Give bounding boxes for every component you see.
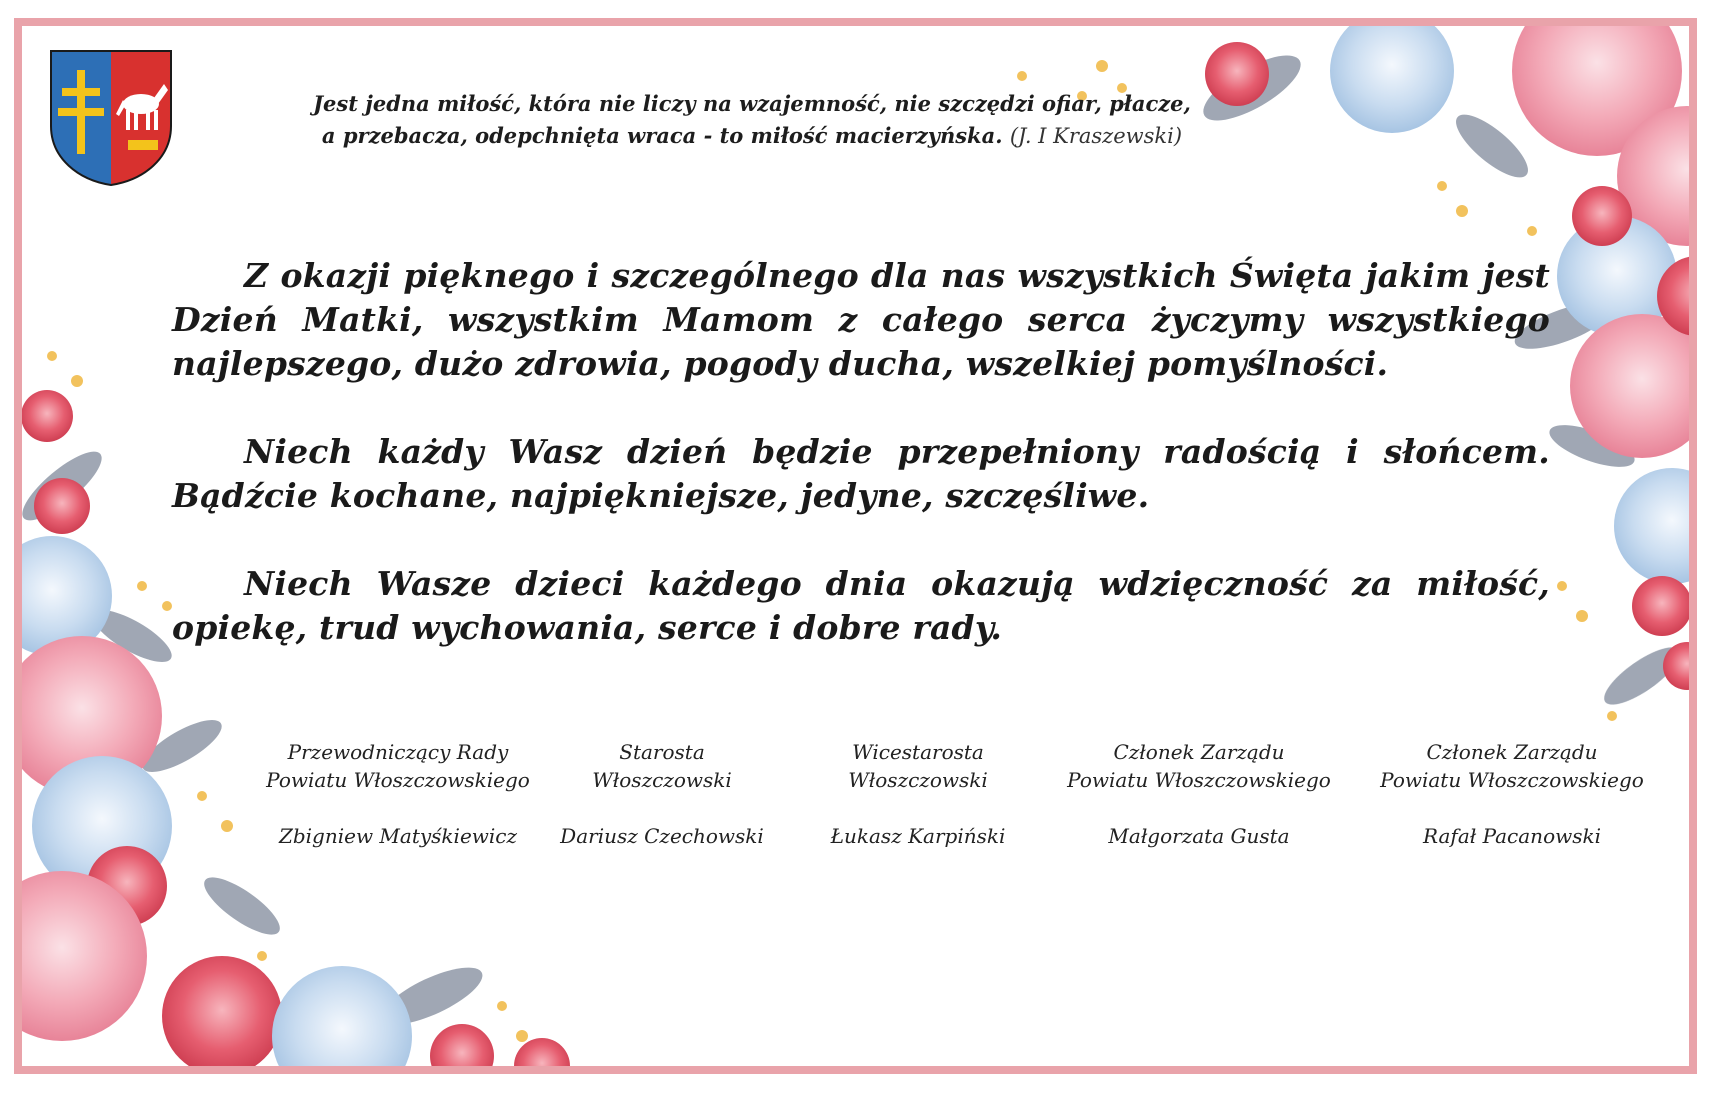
signatory-5 [1362, 738, 1662, 794]
signatory-3-name: Łukasz Karpiński [830, 824, 1006, 848]
signatory-2-title: Starosta [619, 740, 705, 764]
signatory-3 [768, 738, 1068, 794]
signatory-3-title: Wicestarosta [852, 740, 984, 764]
signatory-1-subtitle: Powiatu Włoszczowskiego [266, 768, 530, 792]
greeting-card [14, 18, 1697, 1074]
wish-paragraph-2: Niech każdy Wasz dzień będzie przepełniony radością i słońcem. Bądźcie kochane, najpiękniejsze, jedyne, szczęśliwe. [172, 432, 1550, 515]
signatory-titles [22, 738, 1644, 798]
signatory-4 [1049, 738, 1349, 794]
signatory-1-name: Zbigniew Matyśkiewicz [278, 824, 518, 848]
motto-quote [222, 88, 1282, 152]
signatory-4-subtitle: Powiatu Włoszczowskiego [1067, 768, 1331, 792]
signatory-5-name: Rafał Pacanowski [1422, 824, 1602, 848]
signatory-1 [248, 738, 548, 794]
signatory-4-name: Małgorzata Gusta [1108, 824, 1290, 848]
wishes-body [172, 254, 1550, 694]
signatory-5-subtitle: Powiatu Włoszczowskiego [1380, 768, 1644, 792]
wish-paragraph-1: Z okazji pięknego i szczególnego dla nas wszystkich Święta jakim jest Dzień Matki, wszystkim Mamom z całego serca życzymy wszystkiego najlepszego, dużo zdrowia, pogody ducha, wszelkiej pomyślności. [172, 256, 1550, 383]
quote-line-1: Jest jedna miłość, która nie liczy na wzajemność, nie szczędzi ofiar, płacze, [313, 91, 1191, 116]
coat-of-arms-icon [48, 48, 174, 188]
signatory-5-title: Członek Zarządu [1426, 740, 1598, 764]
signatory-2 [512, 738, 812, 794]
signatory-names [22, 822, 1602, 882]
signatory-2-name: Dariusz Czechowski [560, 824, 764, 848]
signatory-2-subtitle: Włoszczowski [592, 768, 732, 792]
signatory-3-subtitle: Włoszczowski [848, 768, 988, 792]
signatory-1-title: Przewodniczący Rady [287, 740, 509, 764]
wish-paragraph-3: Niech Wasze dzieci każdego dnia okazują wdzięczność za miłość, opiekę, trud wychowania, serce i dobre rady. [172, 564, 1550, 647]
quote-author: (J. I Kraszewski) [1009, 124, 1183, 148]
quote-line-2-text: a przebacza, odepchnięta wraca - to miłość macierzyńska. [321, 123, 1003, 148]
quote-line-2 [222, 120, 1282, 152]
signatory-4-title: Członek Zarządu [1113, 740, 1285, 764]
